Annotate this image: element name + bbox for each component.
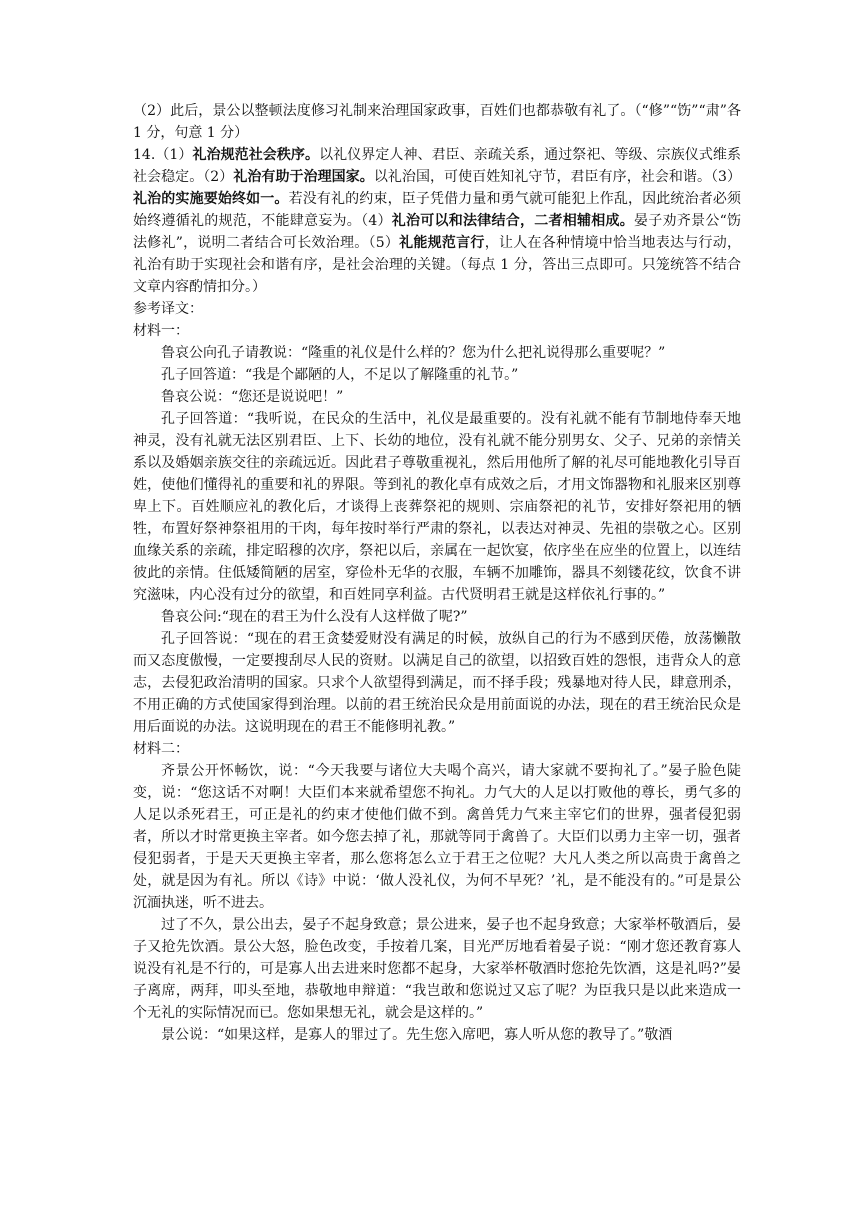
point-2-title: 礼治有助于治理国家。 — [233, 169, 374, 185]
point-2-number: （2） — [203, 169, 234, 185]
translation-heading: 参考译文： — [133, 301, 203, 317]
material-2-paragraph: 景公说：“如果这样，是寡人的罪过了。先生您入席吧，寡人听从您的教导了。”敬酒 — [161, 1027, 673, 1043]
material-2-paragraph: 过了不久，景公出去，晏子不起身致意；景公进来，晏子也不起身致意；大家举杯敬酒后，晏子又抢先饮酒。景公大怒，脸色改变，手按着几案，目光严厉地看着晏子说：“刚才您还教育寡人说没有礼是不行的，可是寡人出去进来时您都不起身，大家举杯敬酒时您抢先饮酒，这是礼吗?”晏子离席，两拜，叩头至地，恭敬地申辩道：“我岂敢和您说过又忘了呢？为臣我只是以此来造成一个无礼的实际情况而已。您如果想无礼，就会是这样的。” — [133, 917, 741, 1021]
point-1-body: 以礼仪界定人神、君臣、亲疏关系，通过祭祀、等级、宗族仪式维系社会稳定。 — [133, 147, 742, 185]
material-1-paragraph: 鲁哀公说：“您还是说说吧！” — [161, 389, 344, 405]
point-4-number: （4） — [361, 213, 392, 229]
material-1-paragraph: 鲁哀公向孔子请教说：“隆重的礼仪是什么样的？您为什么把礼说得那么重要呢？” — [161, 345, 666, 361]
point-3-title: 礼治的实施要始终如一。 — [133, 191, 289, 207]
point-3-body: 若没有礼的约束，臣子凭借力量和勇气就可能犯上作乱，因此统治者必须始终遵循礼的规范，不能肆意妄为。 — [133, 191, 742, 229]
material-2-paragraph: 齐景公开怀畅饮，说：“今天我要与诸位大夫喝个高兴，请大家就不要拘礼了。”晏子脸色陡变，说：“您这话不对啊！大臣们本来就希望您不拘礼。力气大的人足以打败他的尊长，勇气多的人足以杀死君王，可正是礼的约束才使他们做不到。禽兽凭力气来主宰它们的世界，强者侵犯弱者，所以才时常更换主宰者。如今您去掉了礼，那就等同于禽兽了。大臣们以勇力主宰一切，强者侵犯弱者，于是天天更换主宰者，那么您将怎么立于君王之位呢？大凡人类之所以高贵于禽兽之处，就是因为有礼。所以《诗》中说：‘做人没礼仪，为何不早死？’礼，是不能没有的。”可是景公沉湎执迷，听不进去。 — [133, 763, 741, 911]
point-3-number: （3） — [711, 169, 742, 185]
material-2-label: 材料二： — [133, 741, 189, 757]
point-1-number: （1） — [155, 147, 193, 163]
material-1-label: 材料一： — [133, 323, 189, 339]
point-5-title: 礼能规范言行 — [399, 235, 485, 251]
scoring-note: （每点 1 分，答出三点即可。只笼统答不结合文章内容酌情扣分。） — [133, 257, 742, 295]
point-4-title: 礼治可以和法律结合，二者相辅相成。 — [391, 213, 635, 229]
point-5-body: ，让人在各种情境中恰当地表达与行动，礼治有助于实现社会和谐有序，是社会治理的关键。 — [133, 235, 742, 273]
material-1-paragraph: 孔子回答说：“现在的君王贪婪爱财没有满足的时候，放纵自己的行为不感到厌倦，放荡懒散而又态度傲慢，一定要搜刮尽人民的资财。以满足自己的欲望，以招致百姓的怨恨，违背众人的意志，去侵犯政治清明的国家。只求个人欲望得到满足，而不择手段；残暴地对待人民，肆意刑杀，不用正确的方式使国家得到治理。以前的君王统治民众是用前面说的办法，现在的君王统治民众是用后面说的办法。这说明现在的君王不能修明礼教。” — [133, 631, 741, 735]
point-1-title: 礼治规范社会秩序。 — [192, 147, 320, 163]
answer-14 — [133, 144, 741, 298]
point-5-number: （5） — [368, 235, 400, 251]
answer-14-number: 14. — [133, 147, 156, 163]
material-1-paragraph: 孔子回答道：“我是个鄙陋的人，不足以了解隆重的礼节。” — [161, 367, 519, 383]
point-4-body: 晏子劝齐景公“饬法修礼”，说明二者结合可长效治理。 — [133, 213, 741, 251]
material-1-paragraph: 孔子回答道：“我听说，在民众的生活中，礼仪是最重要的。没有礼就不能有节制地侍奉天地神灵，没有礼就无法区别君臣、上下、长幼的地位，没有礼就不能分别男女、父子、兄弟的亲情关系以及婚姻亲族交往的亲疏远近。因此君子尊敬重视礼，然后用他所了解的礼尽可能地教化引导百姓，使他们懂得礼的重要和礼的界限。等到礼的教化卓有成效之后，才用文饰器物和礼服来区别尊卑上下。百姓顺应礼的教化后，才谈得上丧葬祭祀的规则、宗庙祭祀的礼节，安排好祭祀用的牺牲，布置好祭神祭祖用的干肉，每年按时举行严肃的祭礼，以表达对神灵、先祖的崇敬之心。区别血缘关系的亲疏，排定昭穆的次序，祭祀以后，亲属在一起饮宴，依序坐在应坐的位置上，以连结彼此的亲情。住低矮简陋的居室，穿俭朴无华的衣服，车辆不加雕饰，器具不刻镂花纹，饮食不讲究滋味，内心没有过分的欲望，和百姓同享利益。古代贤明君王就是这样依礼行事的。” — [133, 411, 741, 603]
point-2-body: 以礼治国，可使百姓知礼守节，君臣有序，社会和谐。 — [373, 169, 711, 185]
answer-13-2: （2）此后，景公以整顿法度修习礼制来治理国家政事，百姓们也都恭敬有礼了。（“修”“饬”“肃”各 1 分，句意 1 分） — [133, 103, 741, 141]
material-1-paragraph: 鲁哀公问:“现在的君王为什么没有人这样做了呢?” — [161, 609, 468, 625]
document-page — [133, 100, 741, 1046]
